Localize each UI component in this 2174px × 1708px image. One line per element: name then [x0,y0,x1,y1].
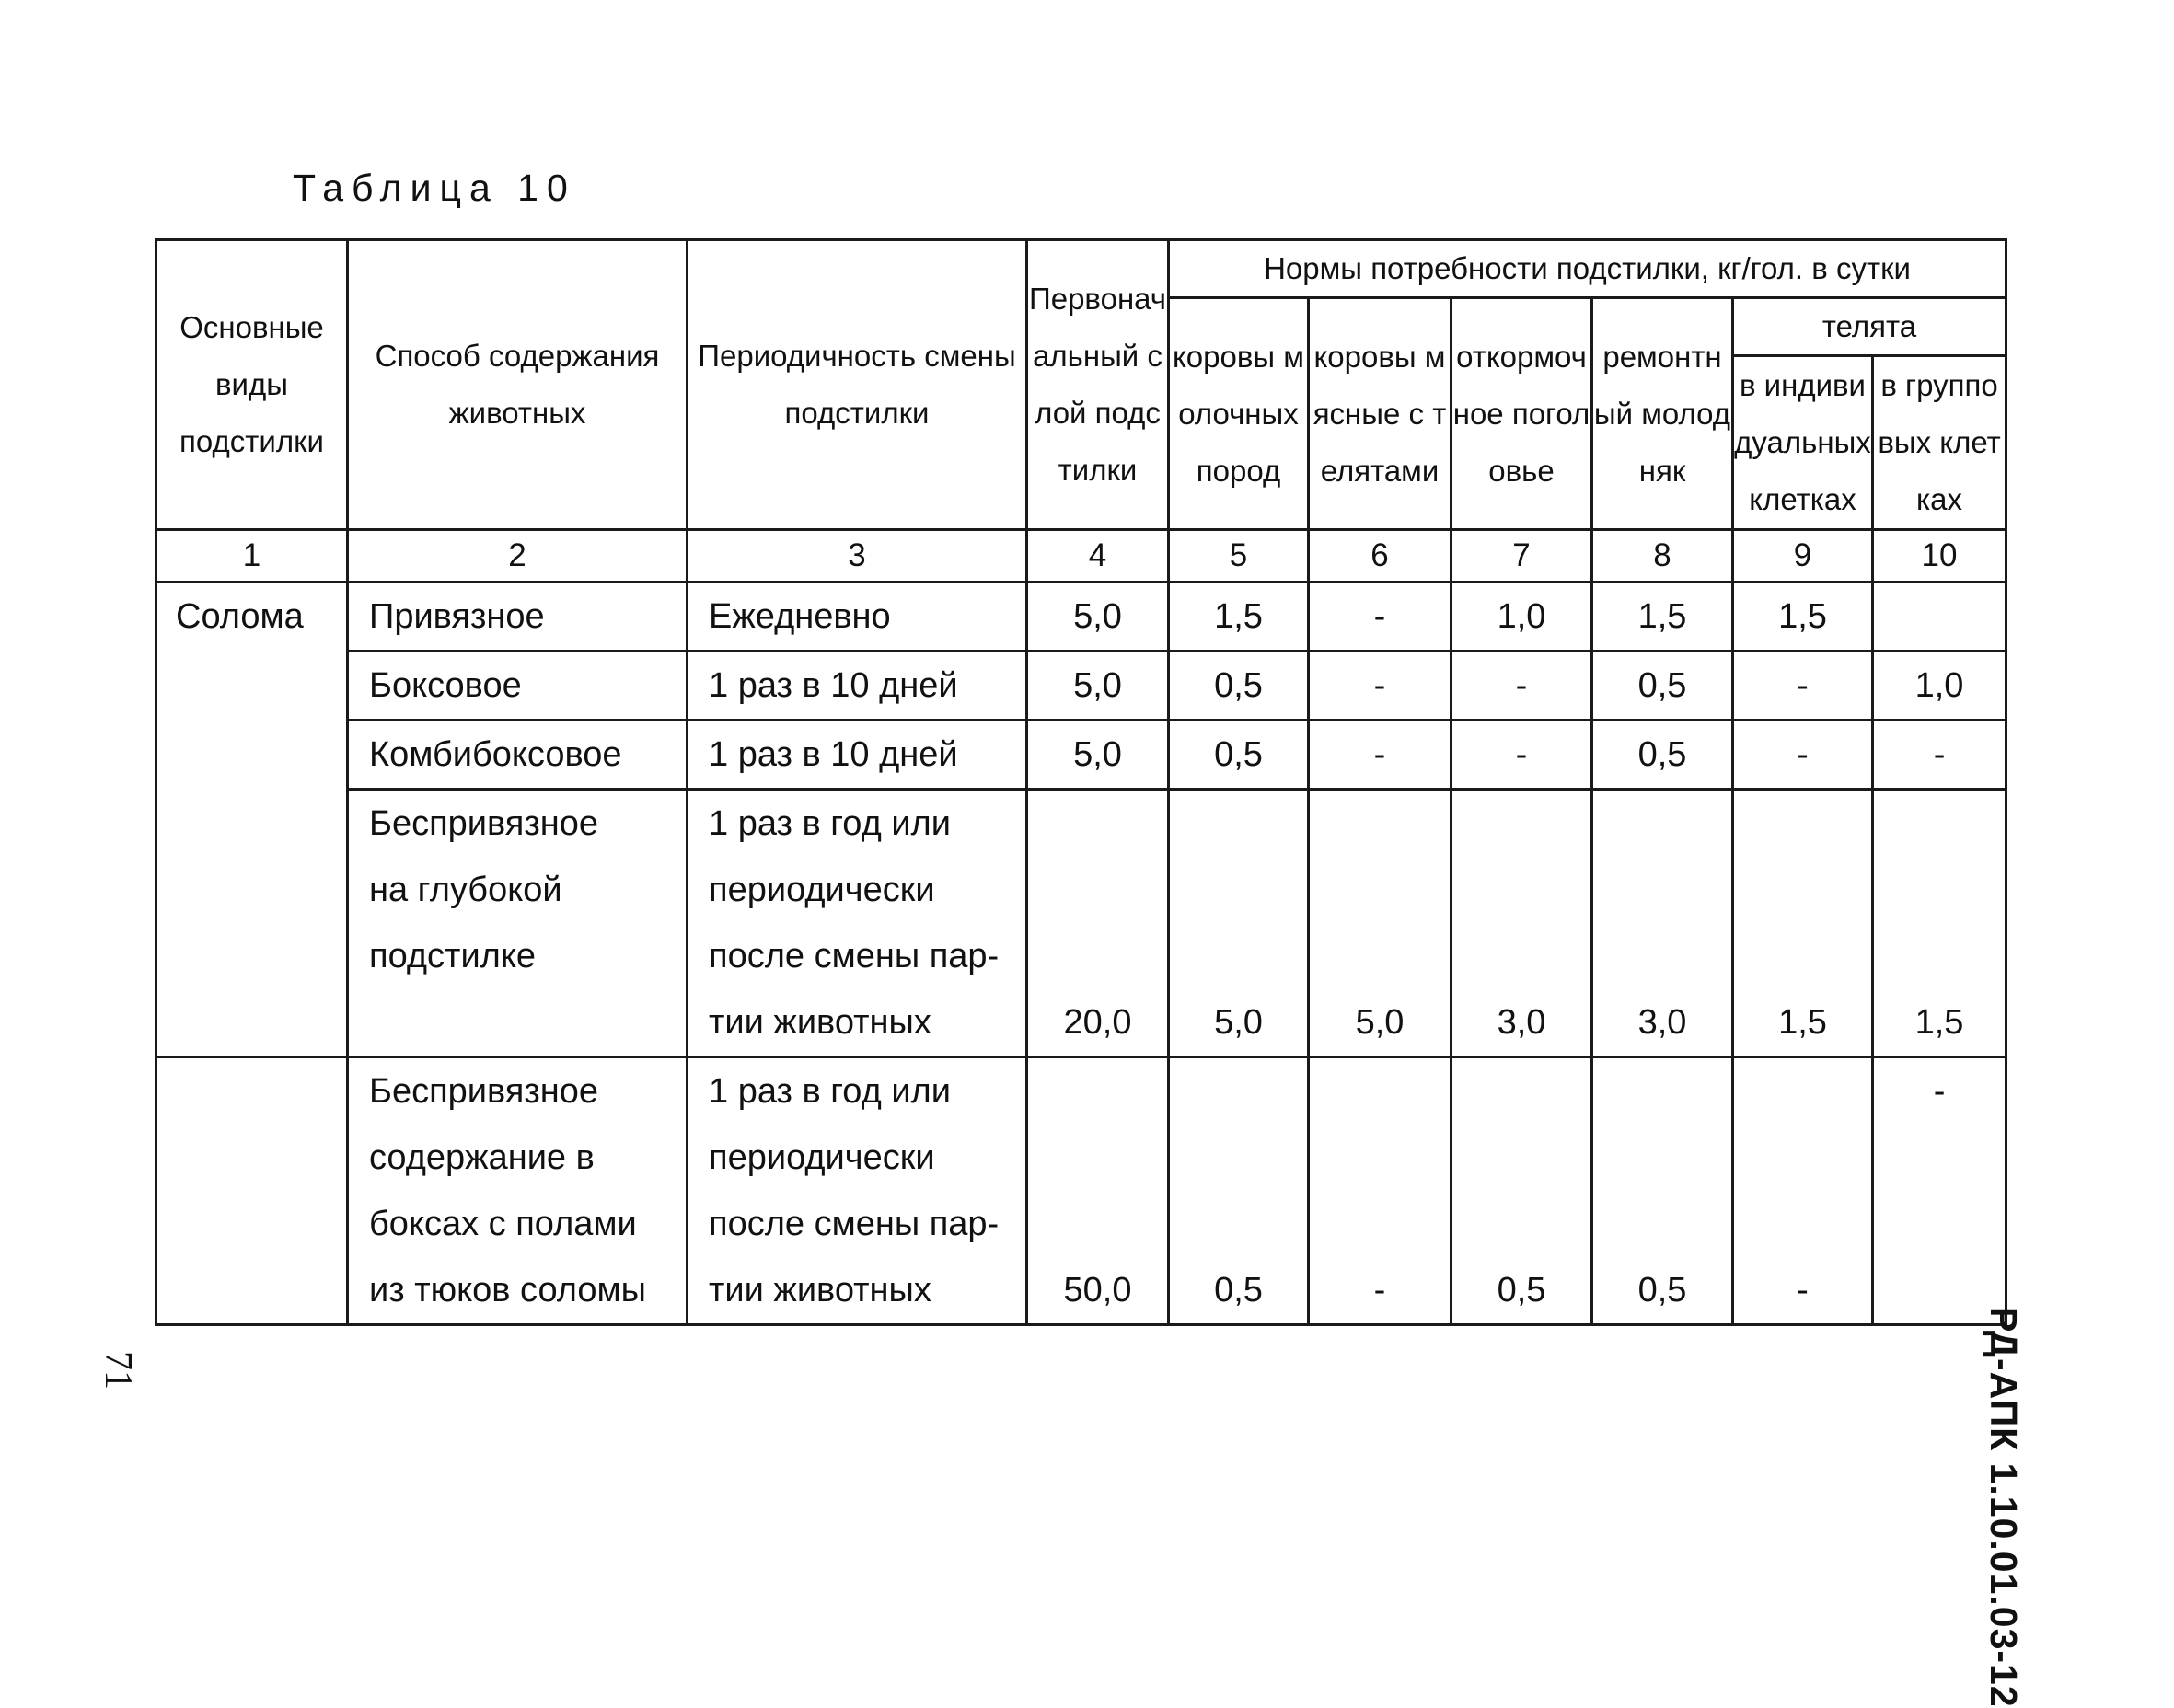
period-line: 1 раз в год или [709,804,951,843]
header-initial-layer: Первоначальный слой подстилки [1027,240,1169,530]
period-line: тии животных [709,1271,931,1310]
column-number: 2 [348,530,688,583]
young-stock-cell: 0,5 [1592,1057,1733,1325]
housing-line: боксах с полами [369,1205,637,1243]
column-number: 6 [1309,530,1451,583]
period-cell [688,1057,1027,1325]
calves-group-cell: 1,0 [1873,652,2006,721]
period-line: периодически [709,871,935,909]
table-row [156,652,2006,721]
calves-group-cell [1873,583,2006,652]
period-cell: 1 раз в 10 дней [688,652,1027,721]
column-number: 8 [1592,530,1733,583]
header-bedding-type: Основные виды подстилки [156,240,348,530]
table-row [156,583,2006,652]
period-cell: 1 раз в 10 дней [688,721,1027,790]
header-fattening: откормочное поголовье [1451,298,1592,530]
column-number: 10 [1873,530,2006,583]
housing-cell: Привязное [348,583,688,652]
beef-cows-cell: - [1309,721,1451,790]
calves-individual-cell: - [1733,721,1873,790]
column-numbers-row [156,530,2006,583]
housing-cell [348,1057,688,1325]
initial-layer-cell: 50,0 [1027,1057,1169,1325]
dairy-cows-cell: 5,0 [1169,790,1309,1057]
initial-layer-cell: 5,0 [1027,583,1169,652]
calves-individual-cell: - [1733,652,1873,721]
young-stock-cell: 1,5 [1592,583,1733,652]
initial-layer-cell: 5,0 [1027,652,1169,721]
calves-individual-cell: - [1733,1057,1873,1325]
beef-cows-cell: 5,0 [1309,790,1451,1057]
header-calves-group-cages: в групповых клетках [1873,356,2006,530]
fattening-cell: 3,0 [1451,790,1592,1057]
header-dairy-cows: коровы молочных пород [1169,298,1309,530]
header-calves-group: телята [1733,298,2006,356]
young-stock-cell: 3,0 [1592,790,1733,1057]
fattening-cell: 1,0 [1451,583,1592,652]
housing-line: на глубокой [369,871,562,909]
housing-line: из тюков соломы [369,1271,646,1310]
dairy-cows-cell: 0,5 [1169,721,1309,790]
housing-line: подстилке [369,937,537,975]
housing-line: Беспривязное [369,1072,599,1111]
table-row [156,1057,2006,1325]
column-number: 5 [1169,530,1309,583]
period-line: после смены пар- [709,1205,1000,1243]
column-number: 4 [1027,530,1169,583]
period-line: тии животных [709,1003,931,1042]
header-calves-individual: в индивидуальных клетках [1733,356,1873,530]
housing-cell: Боксовое [348,652,688,721]
housing-line: содержание в [369,1138,595,1177]
bedding-type-cell: Солома [156,583,348,1057]
young-stock-cell: 0,5 [1592,652,1733,721]
header-norms-group: Нормы потребности подстилки, кг/гол. в сутки [1169,240,2006,298]
initial-layer-cell: 20,0 [1027,790,1169,1057]
period-line: после смены пар- [709,937,1000,975]
table-row [156,790,2006,1057]
bedding-norms-table [155,238,2007,1326]
header-change-period: Периодичность смены подстилки [688,240,1027,530]
page-number: 71 [97,1351,139,1390]
fattening-cell: - [1451,652,1592,721]
header-housing-method: Способ содержания животных [348,240,688,530]
period-line: периодически [709,1138,935,1177]
column-number: 1 [156,530,348,583]
initial-layer-cell: 5,0 [1027,721,1169,790]
calves-group-cell: - [1873,1057,2006,1325]
column-number: 9 [1733,530,1873,583]
period-cell: Ежедневно [688,583,1027,652]
housing-cell: Комбибоксовое [348,721,688,790]
calves-group-cell: 1,5 [1873,790,2006,1057]
document-code: РД-АПК 1.10.01.03-12 [1983,1307,2025,1708]
header-beef-cows: коровы мясные с телятами [1309,298,1451,530]
dairy-cows-cell: 1,5 [1169,583,1309,652]
table-row [156,721,2006,790]
housing-cell [348,790,688,1057]
period-line: 1 раз в год или [709,1072,951,1111]
housing-line: Беспривязное [369,804,599,843]
column-number: 3 [688,530,1027,583]
column-number: 7 [1451,530,1592,583]
calves-individual-cell: 1,5 [1733,583,1873,652]
header-young-stock: ремонтный молодняк [1592,298,1733,530]
bedding-type-cell [156,1057,348,1325]
period-cell [688,790,1027,1057]
dairy-cows-cell: 0,5 [1169,1057,1309,1325]
young-stock-cell: 0,5 [1592,721,1733,790]
beef-cows-cell: - [1309,583,1451,652]
beef-cows-cell: - [1309,1057,1451,1325]
calves-group-cell: - [1873,721,2006,790]
fattening-cell: 0,5 [1451,1057,1592,1325]
calves-individual-cell: 1,5 [1733,790,1873,1057]
dairy-cows-cell: 0,5 [1169,652,1309,721]
table-caption: Таблица 10 [293,167,576,209]
fattening-cell: - [1451,721,1592,790]
header-row-1 [156,240,2006,298]
beef-cows-cell: - [1309,652,1451,721]
